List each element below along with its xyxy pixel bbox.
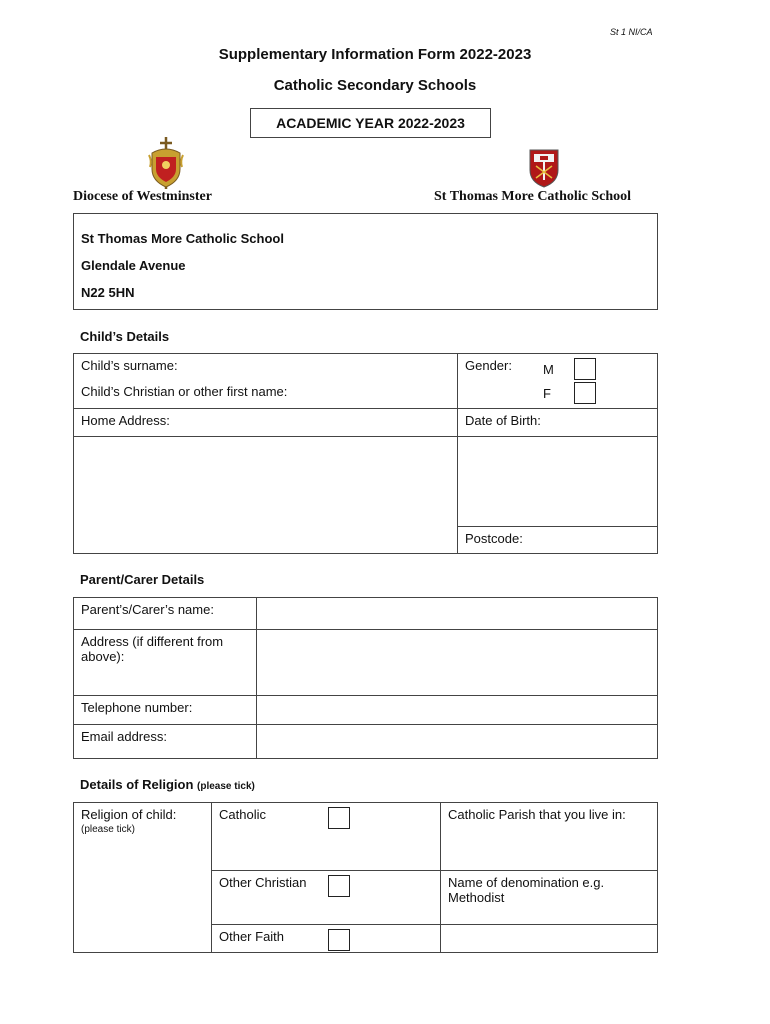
other-faith-detail-cell[interactable] bbox=[441, 925, 658, 953]
denomination-label: Name of denomination e.g. Methodist bbox=[448, 875, 605, 905]
gender-cell bbox=[458, 354, 658, 409]
other-christian-label: Other Christian bbox=[219, 875, 307, 890]
religion-of-child-label: Religion of child: bbox=[81, 807, 177, 822]
religion-table bbox=[73, 802, 658, 953]
school-address-line1: St Thomas More Catholic School bbox=[81, 231, 284, 246]
address-continuation-cell[interactable] bbox=[458, 437, 658, 527]
child-surname-label: Child’s surname: bbox=[81, 358, 178, 373]
email-label-cell bbox=[74, 725, 257, 759]
email-field[interactable] bbox=[257, 725, 658, 759]
home-address-label-cell bbox=[74, 409, 458, 437]
catholic-checkbox[interactable] bbox=[328, 807, 350, 829]
religion-heading-text: Details of Religion bbox=[80, 777, 194, 792]
school-address-postcode: N22 5HN bbox=[81, 285, 135, 300]
gender-m-checkbox[interactable] bbox=[574, 358, 596, 380]
gender-f-checkbox[interactable] bbox=[574, 382, 596, 404]
other-faith-option-cell bbox=[212, 925, 441, 953]
parent-address-field[interactable] bbox=[257, 630, 658, 696]
dob-cell[interactable] bbox=[458, 409, 658, 437]
school-address-box bbox=[73, 213, 658, 310]
other-faith-label: Other Faith bbox=[219, 929, 285, 944]
parish-label: Catholic Parish that you live in: bbox=[448, 807, 626, 822]
parent-name-label-cell bbox=[74, 598, 257, 630]
other-christian-option-cell bbox=[212, 871, 441, 925]
parish-cell[interactable] bbox=[441, 803, 658, 871]
academic-year-box: ACADEMIC YEAR 2022-2023 bbox=[250, 108, 491, 138]
parent-details-heading: Parent/Carer Details bbox=[80, 572, 205, 587]
form-subtitle: Catholic Secondary Schools bbox=[273, 77, 477, 94]
childs-details-table bbox=[73, 353, 658, 554]
postcode-label: Postcode: bbox=[465, 531, 523, 546]
child-name-cell[interactable] bbox=[74, 354, 458, 409]
gender-label: Gender: bbox=[465, 358, 512, 373]
gender-m-label: M bbox=[543, 362, 554, 377]
parent-address-label: Address (if different from above): bbox=[81, 634, 224, 664]
parent-details-table bbox=[73, 597, 658, 759]
email-label: Email address: bbox=[81, 729, 167, 744]
parent-name-label: Parent’s/Carer’s name: bbox=[81, 602, 214, 617]
diocese-label: Diocese of Westminster bbox=[73, 189, 212, 204]
form-title: Supplementary Information Form 2022-2023 bbox=[218, 46, 532, 63]
childs-details-heading: Child’s Details bbox=[80, 329, 170, 344]
religion-label-cell bbox=[74, 803, 212, 953]
school-label: St Thomas More Catholic School bbox=[434, 189, 632, 204]
dob-label: Date of Birth: bbox=[465, 413, 541, 428]
home-address-label: Home Address: bbox=[81, 413, 170, 428]
religion-heading bbox=[80, 777, 255, 792]
school-address-line2: Glendale Avenue bbox=[81, 258, 186, 273]
home-address-field[interactable] bbox=[74, 437, 458, 554]
other-christian-checkbox[interactable] bbox=[328, 875, 350, 897]
gender-f-label: F bbox=[543, 386, 551, 401]
child-first-name-label: Child’s Christian or other first name: bbox=[81, 384, 288, 399]
telephone-label: Telephone number: bbox=[81, 700, 193, 715]
catholic-label: Catholic bbox=[219, 807, 266, 822]
telephone-label-cell bbox=[74, 696, 257, 725]
telephone-field[interactable] bbox=[257, 696, 658, 725]
religion-tick-note: (please tick) bbox=[81, 824, 135, 835]
denomination-cell[interactable] bbox=[441, 871, 658, 925]
postcode-cell[interactable] bbox=[458, 527, 658, 554]
form-reference: St 1 NI/CA bbox=[610, 27, 653, 37]
diocese-crest-icon bbox=[146, 135, 186, 191]
parent-name-field[interactable] bbox=[257, 598, 658, 630]
parent-address-label-cell bbox=[74, 630, 257, 696]
religion-heading-note: (please tick) bbox=[197, 781, 255, 792]
school-crest-icon bbox=[528, 148, 560, 188]
other-faith-checkbox[interactable] bbox=[328, 929, 350, 951]
catholic-option-cell bbox=[212, 803, 441, 871]
